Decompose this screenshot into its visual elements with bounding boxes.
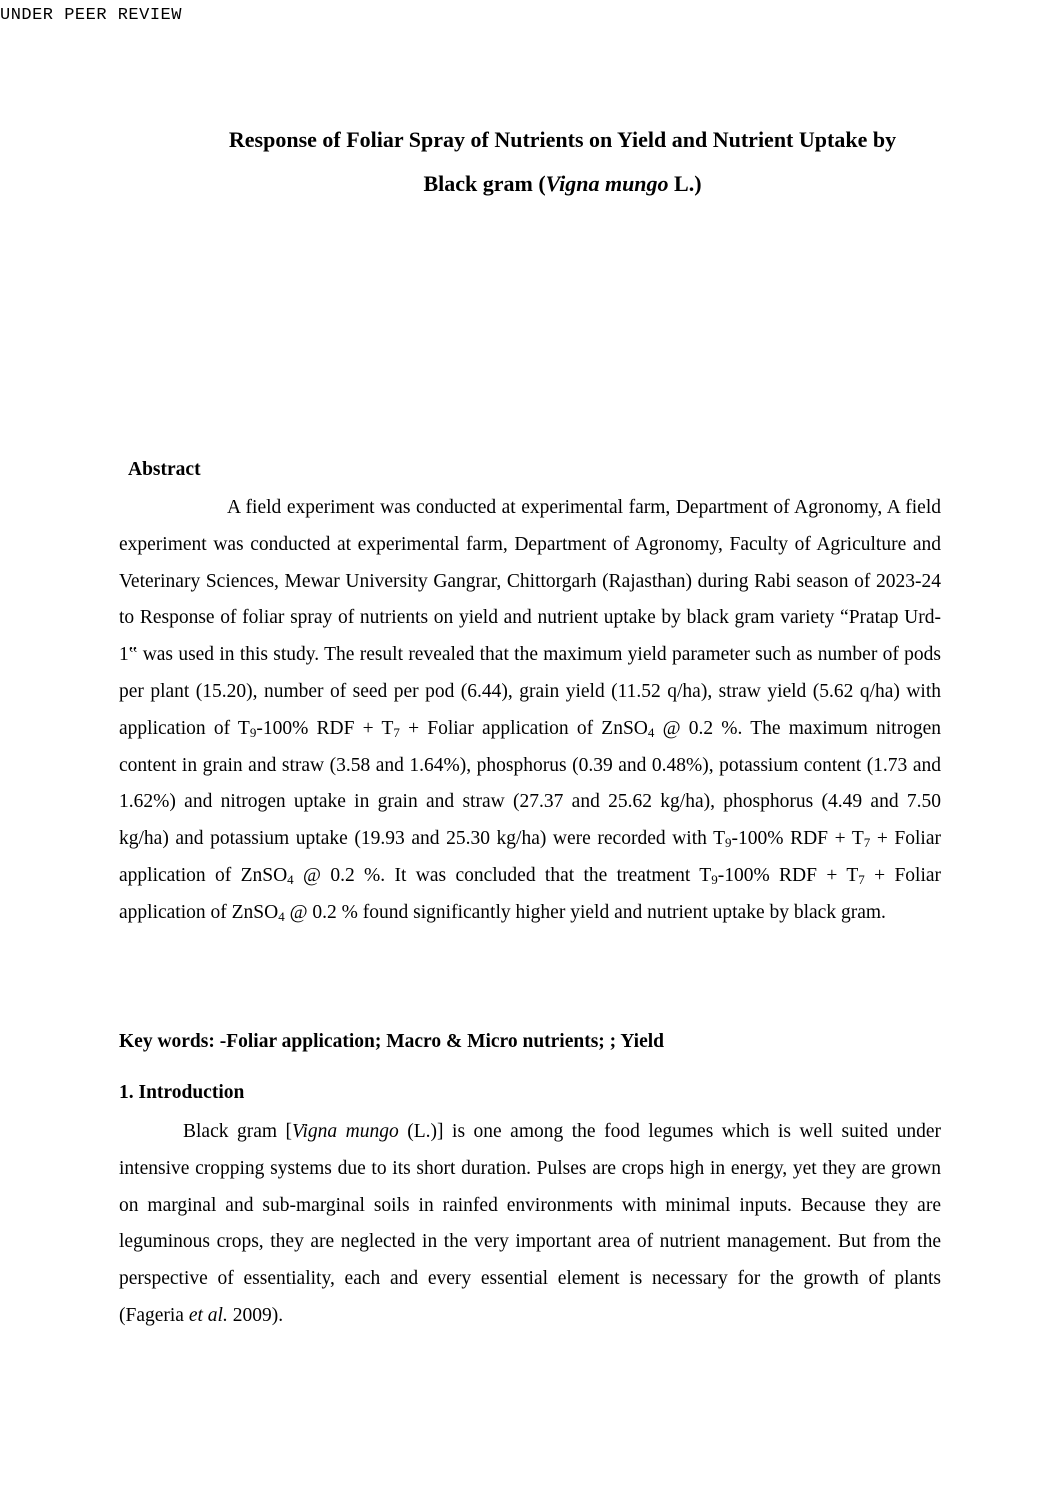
abstract-text: A field experiment was conducted at experimental farm, Department of Agronomy, A field experiment was conducted at experimental farm, Department of Agronomy, Faculty of Agriculture and Veterinary Sciences, Mewar University Gangrar, Chittorgarh (Rajasthan) during Rabi season of 2023-24 to Response of foliar spray of nutrients on yield and nutrient uptake by black gram variety “Pratap Urd-1‟ was used in this study. The result revealed that the maximum yield parameter such as number of pods per plant (15.20), number of seed per pod (6.44), grain yield (11.52 q/ha), straw yield (5.62 q/ha) with application of $T_9-100\%$ RDF + $T_7$ + Foliar application of ZnSO$_4$ @ 0.2 %. The maximum nitrogen content in grain and straw (3.58 and 1.64%), phosphorus (0.39 and 0.48%), potassium content (1.73 and 1.62%) and nitrogen uptake in grain and straw (27.37 and 25.62 kg/ha), phosphorus (4.49 and 7.50 kg/ha) and potassium uptake (19.93 and 25.30 kg/ha) were recorded with $T_9-100\%$ RDF + $T_7$ + Foliar application of ZnSO$_4$ @ 0.2 %. It was concluded that the treatment $T_9-100\%$ RDF + $T_7$ + Foliar application of ZnSO$_4$ @ 0.2 % found significantly higher yield and nutrient uptake by black gram. (119, 497, 942, 924)
introduction-text: Black gram [Vigna mungo (L.)] is one among the food legumes which is well suited under intensive cropping systems due to its short duration. Pulses are crops high in energy, yet they are grown on marginal and sub-marginal soils in rainfed environments with minimal inputs. Because they are leguminous crops, they are neglected in the very important area of nutrient management. But from the perspective of essentiality, each and every essential element is necessary for the growth of plants (Fageria et al. 2009). (119, 1121, 942, 1326)
introduction-heading: 1. Introduction (119, 1082, 245, 1103)
title-line-2: Black gram (Vigna mungo L.) (423, 171, 702, 196)
review-watermark: UNDER PEER REVIEW (0, 6, 182, 25)
species-name: Vigna mungo (545, 171, 669, 196)
keywords: Key words: -Foliar application; Macro & Micro nutrients; ; Yield (119, 1031, 665, 1052)
abstract-heading: Abstract (128, 459, 201, 480)
title-line-1: Response of Foliar Spray of Nutrients on Yield and Nutrient Uptake by (228, 127, 897, 152)
paper-title (150, 118, 975, 206)
